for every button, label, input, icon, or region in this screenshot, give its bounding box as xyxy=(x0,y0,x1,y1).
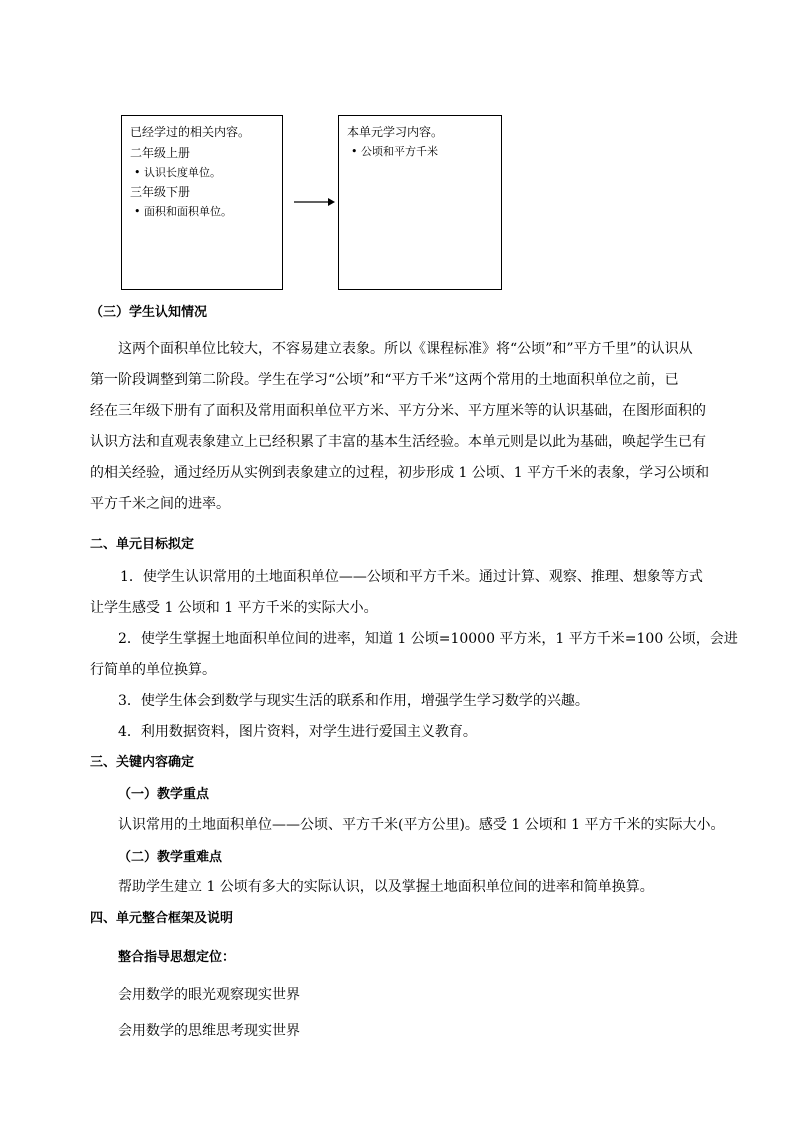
focus-heading: （一）教学重点 xyxy=(118,787,210,802)
prior-knowledge-box xyxy=(121,115,283,290)
grade2-item: • 认识长度单位。 xyxy=(130,165,274,180)
goal-4: 4．利用数据资料，图片资料，对学生进行爱国主义教育。 xyxy=(118,724,477,740)
key-heading: 三、关键内容确定 xyxy=(90,755,195,770)
grade3-label: 三年级下册 xyxy=(130,185,191,199)
goal-2-line-1: 2．使学生掌握土地面积单位间的进率，知道 1 公顷=10000 平方米，1 平方千米=100 公顷，会进 xyxy=(118,631,738,647)
unit-content-box xyxy=(338,115,502,290)
framework-line-1: 会用数学的眼光观察现实世界 xyxy=(118,987,300,1003)
cognition-line: 第一阶段调整到第二阶段。学生在学习“公顷”和“平方千米”这两个常用的土地面积单位之前，已 xyxy=(90,372,679,388)
cognition-line: 平方千米之间的进率。 xyxy=(90,496,230,512)
cognition-line: 经在三年级下册有了面积及常用面积单位平方米、平方分米、平方厘米等的认识基础，在图形面积的 xyxy=(90,403,706,419)
prior-knowledge-title: 已经学过的相关内容。 xyxy=(130,125,251,139)
cognition-line: 的相关经验，通过经历从实例到表象建立的过程，初步形成 1 公顷、1 平方千米的表象，学习公顷和 xyxy=(90,465,710,481)
cognition-paragraph xyxy=(90,334,720,520)
guide-heading: 整合指导思想定位： xyxy=(118,950,236,965)
goal-3: 3．使学生体会到数学与现实生活的联系和作用，增强学生学习数学的兴趣。 xyxy=(118,693,589,709)
unit-content-title: 本单元学习内容。 xyxy=(347,125,444,139)
framework-heading: 四、单元整合框架及说明 xyxy=(90,911,234,926)
goal-1-line-2: 让学生感受 1 公顷和 1 平方千米的实际大小。 xyxy=(90,600,378,616)
unit-content-item: • 公顷和平方千米 xyxy=(347,144,493,159)
grade3-item: • 面积和面积单位。 xyxy=(130,204,274,219)
grade2-label: 二年级上册 xyxy=(130,146,191,160)
cognition-line: 这两个面积单位比较大，不容易建立表象。所以《课程标准》将“公顷”和”平方千里”的认识从 xyxy=(118,341,693,357)
framework-line-2: 会用数学的思维思考现实世界 xyxy=(118,1023,300,1039)
goals-heading: 二、单元目标拟定 xyxy=(90,537,195,552)
right-arrow-icon xyxy=(294,196,336,208)
focus-text: 认识常用的土地面积单位——公顷、平方千米(平方公里)。感受 1 公顷和 1 平方千米的实际大小。 xyxy=(118,817,725,833)
goal-1-line-1: 1．使学生认识常用的土地面积单位——公顷和平方千米。通过计算、观察、推理、想象等方式 xyxy=(120,569,703,585)
cognition-heading: （三）学生认知情况 xyxy=(90,305,208,320)
difficult-heading: （二）教学重难点 xyxy=(118,850,223,865)
difficult-text: 帮助学生建立 1 公顷有多大的实际认识，以及掌握土地面积单位间的进率和简单换算。 xyxy=(118,879,654,895)
cognition-line: 认识方法和直观表象建立上已经积累了丰富的基本生活经验。本单元则是以此为基础，唤起学生已有 xyxy=(90,434,706,450)
goal-2-line-2: 行简单的单位换算。 xyxy=(90,662,216,678)
